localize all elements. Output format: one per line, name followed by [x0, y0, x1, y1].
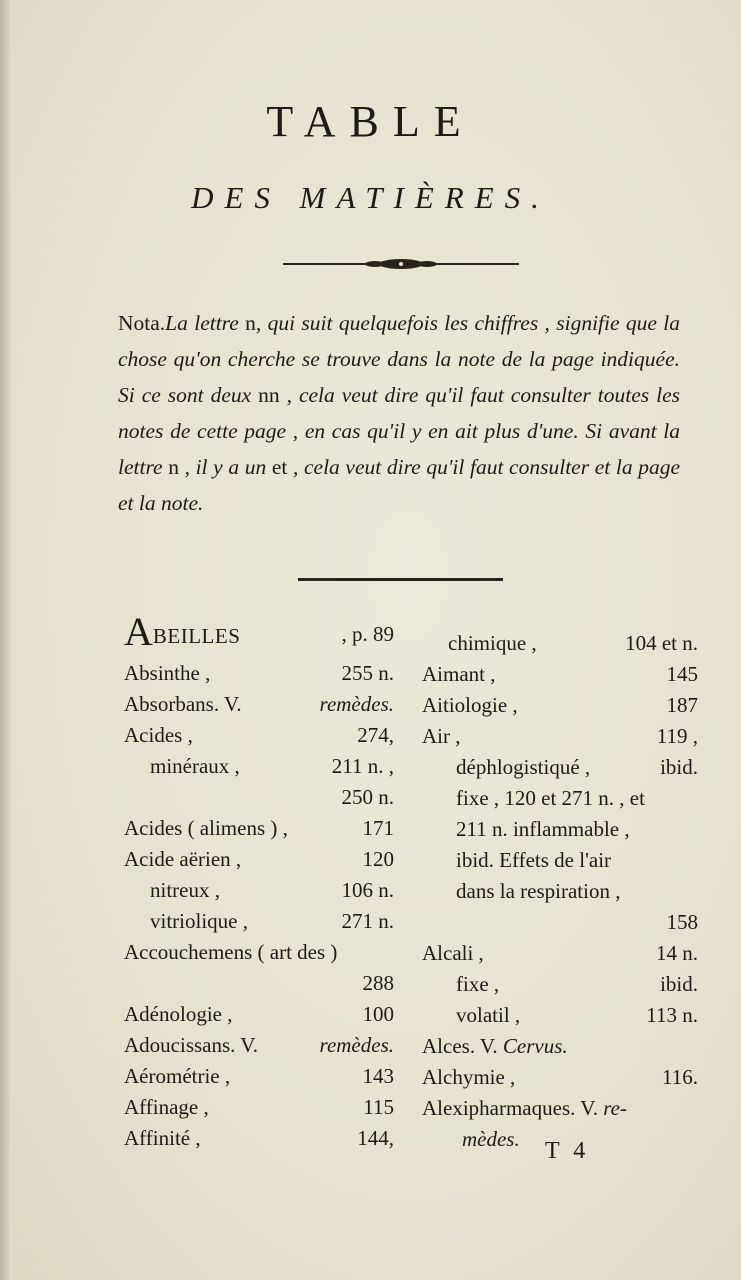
index-entry-abeilles: [124, 609, 394, 658]
entry-ref: 14 n.: [656, 941, 698, 965]
entry-ref: 158: [666, 910, 698, 934]
entry-ref: 116.: [662, 1065, 698, 1089]
entry-ref: 120: [362, 847, 394, 871]
entry-term: Air ,: [422, 724, 461, 748]
index-subentry: [422, 628, 698, 659]
index-column-left: [124, 609, 394, 1154]
nota-lead: Nota.: [118, 311, 166, 335]
entry-ref: 144,: [357, 1126, 394, 1150]
entry-ref: mèdes.: [462, 1127, 520, 1151]
nota-letter-n-2: n: [168, 455, 179, 479]
index-entry: [422, 1062, 698, 1093]
index-entry: [422, 659, 698, 690]
index-subentry: [124, 875, 394, 906]
index-entry: [124, 1030, 394, 1061]
drop-initial: A: [124, 609, 153, 654]
nota-text-4: , il y a un: [178, 455, 272, 479]
entry-ref: 143: [362, 1064, 394, 1088]
index-entry: [124, 937, 394, 968]
entry-term: fixe ,: [456, 972, 500, 996]
index-entry: [124, 813, 394, 844]
index-subentry: [422, 876, 698, 907]
nota-text-1: La lettre: [165, 311, 246, 335]
entry-ref: ibid.: [660, 972, 698, 996]
entry-term: Adénologie ,: [124, 1002, 233, 1026]
entry-term: 211 n. inflammable ,: [456, 817, 630, 841]
page-title: TABLE: [266, 97, 475, 146]
entry-term: Aimant ,: [422, 662, 496, 686]
entry-ref: 171: [362, 816, 394, 840]
entry-term: vitriolique ,: [150, 909, 248, 933]
ornament-rule-icon: [283, 256, 519, 272]
entry-ref: re-: [603, 1096, 627, 1120]
entry-ref: 115: [363, 1095, 394, 1119]
index-entry: [124, 720, 394, 751]
entry-ref: , p. 89: [341, 622, 394, 646]
entry-term: nitreux ,: [150, 878, 220, 902]
entry-term: Aérométrie ,: [124, 1064, 231, 1088]
index-entry-continuation: [124, 782, 394, 813]
entry-ref: 100: [362, 1002, 394, 1026]
index-entry: [124, 1123, 394, 1154]
index-entry: [124, 844, 394, 875]
entry-ref: 106 n.: [341, 878, 394, 902]
entry-term: fixe , 120 et 271 n. , et: [456, 786, 645, 810]
index-subentry: [422, 969, 698, 1000]
index-subentry: [422, 814, 698, 845]
nota-et: et: [271, 455, 288, 479]
entry-term: déphlogistiqué ,: [456, 755, 591, 779]
entry-term: chimique ,: [448, 631, 537, 655]
index-entry: [124, 999, 394, 1030]
entry-ref: 113 n.: [646, 1003, 698, 1027]
nota-paragraph: [118, 305, 680, 521]
entry-ref: 104 et n.: [625, 631, 698, 655]
entry-term: Alcali ,: [422, 941, 484, 965]
section-divider: [298, 578, 503, 581]
entry-term: Aitiologie ,: [422, 693, 518, 717]
entry-term: Affinité ,: [124, 1126, 201, 1150]
entry-term: Acides ( alimens ) ,: [124, 816, 288, 840]
entry-term: Absorbans. V.: [124, 692, 242, 716]
index-entry: [124, 689, 394, 720]
entry-term: Alexipharmaques. V.: [422, 1096, 598, 1120]
nota-letter-n: n: [245, 311, 256, 335]
nota-text-5: , cela veut dire qu'il faut consulter et la page et la note.: [118, 455, 680, 515]
entry-ref: 250 n.: [341, 785, 394, 809]
catchword: T 4: [545, 1138, 590, 1164]
entry-ref: 288: [362, 971, 394, 995]
index-entry: [422, 1031, 698, 1062]
entry-term: dans la respiration ,: [456, 879, 621, 903]
index-column-right: [422, 628, 698, 1155]
entry-term: Alchymie ,: [422, 1065, 516, 1089]
entry-term: Alces. V.: [422, 1034, 498, 1058]
index-entry: [422, 721, 698, 752]
entry-term: Adoucissans. V.: [124, 1033, 258, 1057]
index-entry: [422, 1093, 698, 1124]
entry-term: Acide aërien ,: [124, 847, 242, 871]
entry-ref: 187: [666, 693, 698, 717]
index-subentry: [422, 783, 698, 814]
nota-letters-nn: nn: [258, 383, 280, 407]
entry-term: Accouchemens ( art des ): [124, 940, 338, 964]
index-entry: [422, 690, 698, 721]
index-subentry: [124, 906, 394, 937]
entry-ref: 119 ,: [656, 724, 698, 748]
nota-text-2: , qui suit quelquefois les chiffres , signifie que la chose qu'on cherche se trouve dans la note de la page indiquée. Si ce sont deux: [118, 311, 680, 407]
entry-term: BEILLES: [152, 624, 241, 648]
entry-ref: 274,: [357, 723, 394, 747]
page-subtitle: DES MATIÈRES.: [191, 180, 550, 215]
entry-ref: remèdes.: [319, 692, 394, 716]
index-subentry: [422, 752, 698, 783]
index-entry-continuation: [124, 968, 394, 999]
entry-term: Affinage ,: [124, 1095, 209, 1119]
index-subentry: [422, 1000, 698, 1031]
entry-term: ibid. Effets de l'air: [456, 848, 612, 872]
index-subentry: [124, 751, 394, 782]
nota-text-3: , cela veut dire qu'il faut consulter toutes les notes de cette page , en cas qu'il y en ait plus d'une. Si avant la lettre: [118, 383, 680, 479]
index-subentry: [422, 845, 698, 876]
index-entry: [124, 658, 394, 689]
entry-ref: 271 n.: [341, 909, 394, 933]
entry-term: volatil ,: [456, 1003, 521, 1027]
index-entry-continuation: [422, 907, 698, 938]
entry-term: minéraux ,: [150, 754, 240, 778]
index-entry: [124, 1092, 394, 1123]
entry-ref: ibid.: [660, 755, 698, 779]
entry-ref: Cervus.: [502, 1034, 568, 1058]
entry-ref: remèdes.: [319, 1033, 394, 1057]
entry-term: Acides ,: [124, 723, 193, 747]
entry-ref: 211 n. ,: [331, 754, 394, 778]
entry-term: Absinthe ,: [124, 661, 211, 685]
index-entry: [124, 1061, 394, 1092]
index-entry: [422, 938, 698, 969]
entry-ref: 255 n.: [341, 661, 394, 685]
entry-ref: 145: [666, 662, 698, 686]
